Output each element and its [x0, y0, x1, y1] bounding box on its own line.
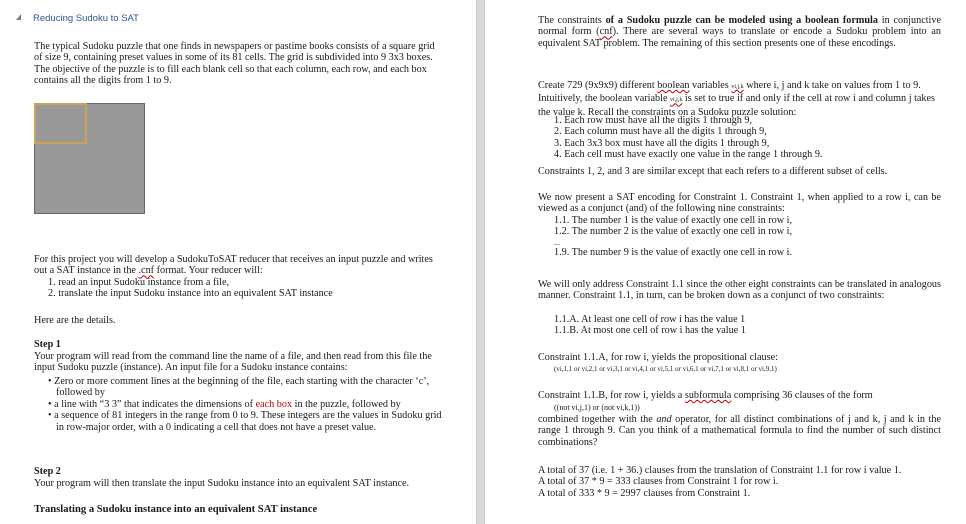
subconstraint-item: 1.9. The number 9 is the value of exactly one cell in row i.	[554, 246, 793, 258]
and-word: and	[656, 414, 672, 425]
part-item: 1.1.A. At least one cell of row i has the value 1	[554, 314, 746, 325]
bullet2-red-text: each box	[255, 398, 293, 410]
step1-text: Your program will read from the command line the name of a file, and then read from this file the input Sudoku puzzle (instance). An input file for a Sudoku instance contains:	[34, 351, 432, 374]
total-line: A total of 333 * 9 = 2997 clauses from Constraint 1.	[538, 487, 751, 499]
bullet-item: • Zero or more comment lines at the beginning of the file, each starting with the character ‘c’, followed by	[48, 376, 430, 399]
subformula-text-b: comprising 36 clauses of the form	[731, 390, 873, 401]
reducer-list-item: 1. read an input Sudoku instance from a file,	[48, 277, 230, 288]
right-page	[484, 0, 966, 524]
para1-text-a: The constraints	[538, 15, 606, 26]
subconstraint-list	[538, 215, 941, 258]
combined-paragraph	[538, 414, 941, 448]
bullet2-text-a: a line with “3 3” that indicates the dimensions of	[54, 398, 256, 410]
project-paragraph	[34, 254, 444, 277]
bullet1-text: Zero or more comment lines at the beginning of the file, each starting with the character ‘c’, followed by	[54, 376, 430, 399]
para1-cnf: cnf	[599, 26, 613, 38]
subformula-text-a: Constraint 1.1.B, for row i, yields a	[538, 390, 685, 401]
para1-text-c: in conjunctive normal form (	[538, 15, 941, 38]
totals	[538, 465, 941, 499]
combined-text-a: combined together with the	[538, 414, 657, 425]
step1-title: Step 1	[34, 339, 61, 350]
pair-clause: ((not vi,j,1) or (not vi,k,1))	[554, 403, 640, 412]
step1-bullets	[34, 376, 444, 433]
create-paragraph	[538, 80, 941, 118]
similar-line: Constraints 1, 2, and 3 are similar except that each refers to a different subset of cells.	[538, 166, 888, 177]
subconstraint-item: 1.2. The number 2 is the value of exactly one cell in row i,	[554, 226, 793, 238]
prop-clause: (vi,1,1 or vi,2,1 or vi,3,1 or vi,4,1 or vi,5,1 or vi,6,1 or vi,7,1 or vi,8,1 or vi,9,1)	[554, 365, 777, 373]
constraint-item: 1. Each row must have all the digits 1 through 9,	[554, 115, 753, 126]
project-text-a: For this project you will develop a SudokuToSAT reducer that receives an input puzzle and writes out a SAT instance in the	[34, 254, 433, 277]
constraint-item: 2. Each column must have all the digits 1 through 9,	[554, 126, 767, 138]
step2-title: Step 2	[34, 466, 61, 477]
project-text-b: format. Your reducer will:	[154, 265, 263, 277]
boolean-word: boolean	[657, 80, 690, 91]
left-page	[0, 0, 477, 524]
subformula-line	[538, 390, 941, 401]
para1-text-d: ). There are several ways to translate or encode a Sudoku problem into an equivalent SAT problem. The remaining of this section presents one of these encodings.	[538, 26, 941, 49]
cnf-word: .cnf	[138, 265, 155, 277]
ellipsis: ...	[554, 237, 560, 247]
subformula-word: subformula	[684, 390, 732, 401]
combined-text-b: operator, for all distinct combinations of j and k, j and k in the range 1 through 9. Can you think of a mathematical formula to find the number of such distinct combinations?	[538, 414, 941, 448]
address-paragraph: We will only address Constraint 1.1 since the other eight constraints can be translated in analogous manner. Constraint 1.1, in turn, can be broken down as a conjunct of two constraints:	[538, 279, 941, 302]
reducer-list-item: 2. translate the input Sudoku instance into an equivalent SAT instance	[48, 288, 333, 300]
part-item: 1.1.B. At most one cell of row i has the value 1	[554, 325, 746, 337]
part-list	[538, 314, 941, 337]
constraints-paragraph	[538, 15, 941, 49]
constraint-item: 4. Each cell must have exactly one value in the range 1 through 9.	[554, 149, 823, 161]
create-text-d: is set to true if and only if the cell at row i and column j takes the value k. Recall the constraints on a Sudoku puzzle solution:	[538, 93, 936, 118]
variable-vijk: vi,j,k	[731, 84, 744, 90]
step2-text: Your program will then translate the input Sudoku instance into an equivalent SAT instance.	[34, 478, 410, 489]
bullet-item: • a line with “3 3” that indicates the dimensions of each box in the puzzle, followed by	[48, 398, 401, 410]
total-line: A total of 37 (i.e. 1 + 36.) clauses from the translation of Constraint 1.1 for row i value 1.	[538, 465, 902, 476]
create-text-b: variables	[689, 80, 732, 91]
heading-text: Reducing Sudoku to SAT	[33, 13, 139, 24]
create-text-a: Create 729 (9x9x9) different	[538, 80, 658, 91]
total-line: A total of 37 * 9 = 333 clauses from Constraint 1 for row i.	[538, 476, 779, 488]
bullet-item: • a sequence of 81 integers in the range from 0 to 9. These integers are the values in Sudoku grid in row-major order, with a 0 indicating a cell that does not have a preset value.	[48, 410, 442, 433]
reducer-list	[34, 277, 444, 300]
create-text-c: where i, j and k take on values from 1 to 9. Intuitively, the boolean variable	[538, 80, 921, 105]
details-line: Here are the details.	[34, 315, 116, 326]
translating-title: Translating a Sudoku instance into an equivalent SAT instance	[34, 504, 318, 515]
collapse-triangle-icon[interactable]	[16, 14, 21, 20]
encoding-paragraph: We now present a SAT encoding for Constraint 1. Constraint 1, when applied to a row i, can be viewed as a conjunct (and) of the following nine constraints:	[538, 192, 941, 215]
intro-paragraph: The typical Sudoku puzzle that one finds in newspapers or pastime books consists of a square grid of size 9, containing preset values in some of its 81 cells. The grid is subdivided into 9 3x3 boxes. The objective of the puzzle is to fill each blank cell so that each column, each row, and each box contains all the digits from 1 to 9.	[34, 41, 435, 87]
subconstraint-item: 1.1. The number 1 is the value of exactly one cell in row i,	[554, 215, 793, 226]
variable-vijk: vi,j,k	[670, 97, 683, 104]
prop-clause-intro: Constraint 1.1.A, for row i, yields the propositional clause:	[538, 352, 778, 363]
bullet2-text-b: in the puzzle, followed by	[292, 398, 401, 410]
sudoku-box-highlight	[34, 103, 87, 144]
constraint-list	[538, 115, 941, 161]
constraint-item: 3. Each 3x3 box must have all the digits 1 through 9,	[554, 137, 770, 149]
bullet3-text: a sequence of 81 integers in the range from 0 to 9. These integers are the values in Sudoku grid in row-major order, with a 0 indicating a cell that does not have a preset value.	[54, 410, 442, 433]
para1-bold: of a Sudoku puzzle can be modeled using a boolean formula	[605, 15, 878, 26]
